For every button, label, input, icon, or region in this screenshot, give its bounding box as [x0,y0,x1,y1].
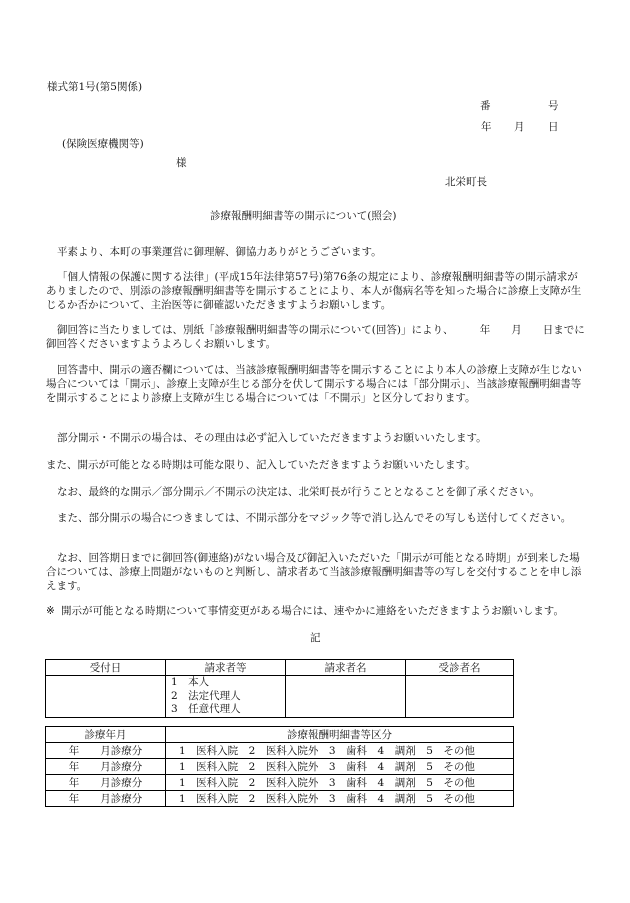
date-year: 年 [481,121,492,133]
cell-month[interactable]: 年 月診療分 [46,791,166,807]
paragraph-no-reply: なお、回答期日までに御回答(御連絡)がない場合及び御記入いただいた「開示が可能となる時期」が到来した場合については、診療上問題がないものと判断し、請求者あて当該診療報酬明細書等の写しを交付することを申し添えます。 [46,552,582,592]
note-mark: ※ [46,605,55,617]
table-row [46,743,514,759]
form-number: 様式第1号(第5関係) [47,81,143,93]
cell-category[interactable]: 1 医科入院 2 医科入院外 3 歯科 4 調剤 5 その他 [166,791,514,807]
sender: 北栄町長 [445,176,487,188]
paragraph-note: 開示が可能となる時期について事情変更がある場合には、速やかに連絡をいただきますようお願いします。 [61,605,564,617]
header-patient-name: 受診者名 [406,660,514,676]
cell-month[interactable]: 年 月診療分 [46,743,166,759]
paragraph-reply-deadline: 御回答に当たりましては、別紙「診療報酬明細書等の開示について(回答)」により、 年 月 日までに御回答くださいますようよろしくお願いします。 [46,324,585,350]
cell-received-date[interactable] [46,676,166,718]
cell-patient-name[interactable] [406,676,514,718]
table-row [46,775,514,791]
statement-table [45,726,514,807]
option-legal-agent: 2 法定代理人 [171,689,241,702]
ref-number-label-2: 号 [548,100,559,112]
addressee-org: (保険医療機関等) [62,138,144,150]
cell-month[interactable]: 年 月診療分 [46,775,166,791]
paragraph-disclosure-categories: 回答書中、開示の適否欄については、当該診療報酬明細書等を開示することにより本人の診療上支障が生じない場合については「開示」、診療上支障が生じる部分を伏して開示する場合には「部分開示」、当該診療報酬明細書等を開示することにより診療上支障が生じる場合については「不開示」と区分しております。 [46,364,582,404]
header-requester-name: 請求者名 [286,660,406,676]
addressee-suffix: 様 [176,157,187,169]
option-self: 1 本人 [171,676,210,688]
paragraph-request: 「個人情報の保護に関する法律」(平成15年法律第57号)第76条の規定により、診療報酬明細書等の開示請求がありましたので、別添の診療報酬明細書等を開示することにより、本人が傷病名等を知った場合に診療上支障が生じるか否かについて、主治医等に御確認いただきますようお願いします。 [46,271,582,311]
paragraph-partial: また、部分開示の場合につきましては、不開示部分をマジック等で消し込んでその写しも送付してください。 [57,512,572,524]
option-voluntary-agent: 3 任意代理人 [171,703,241,715]
cell-category[interactable]: 1 医科入院 2 医科入院外 3 歯科 4 調剤 5 その他 [166,775,514,791]
table-row [46,759,514,775]
date-month: 月 [514,121,525,133]
ref-number-label-1: 番 [480,100,491,112]
header-requester-type: 請求者等 [166,660,286,676]
header-statement-category: 診療報酬明細書等区分 [166,727,514,743]
requester-table [45,659,514,718]
header-received-date: 受付日 [46,660,166,676]
cell-requester-name[interactable] [286,676,406,718]
paragraph-timing: また、開示が可能となる時期は可能な限り、記入していただきますようお願いいたします。 [46,459,476,471]
paragraph-greeting: 平素より、本町の事業運営に御理解、御協力ありがとうございます。 [57,246,382,258]
paragraph-final-decision: なお、最終的な開示／部分開示／不開示の決定は、北栄町長が行うこととなることを御了承ください。 [57,486,540,498]
date-day: 日 [548,121,559,133]
cell-category[interactable]: 1 医科入院 2 医科入院外 3 歯科 4 調剤 5 その他 [166,743,514,759]
table-row [46,791,514,807]
document-title: 診療報酬明細書等の開示について(照会) [210,210,397,222]
cell-requester-type[interactable] [166,676,286,718]
ki-label: 記 [310,632,321,644]
paragraph-reason: 部分開示・不開示の場合は、その理由は必ず記入していただきますようお願いいたします。 [57,432,487,444]
cell-category[interactable]: 1 医科入院 2 医科入院外 3 歯科 4 調剤 5 その他 [166,759,514,775]
cell-month[interactable]: 年 月診療分 [46,759,166,775]
header-treatment-month: 診療年月 [46,727,166,743]
